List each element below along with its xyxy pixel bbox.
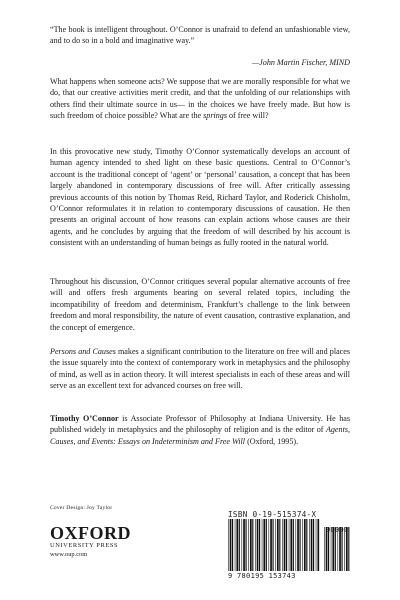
author-bio-text: is Associate Professor of Philosophy at Indiana University. He has published widely in metaphysics and the philosophy of religion and is the editor of xyxy=(50,414,350,435)
quote-attribution: —John Martin Fischer, MIND xyxy=(251,58,350,67)
intro-paragraph xyxy=(50,76,350,122)
description-paragraph: In this provocative new study, Timothy O’Connor systematically develops an account of human agency intended to shed light on these basic questions. Central to O’Connor’s account is the traditional concept of ‘agent’ or ‘personal’ causation, a concept that has been largely abandoned in contemporary discussions of free will. After critically assessing previous accounts of this notion by Thomas Reid, Richard Taylor, and Roderick Chisholm, O’Connor reformulates it in relation to contemporary discussions of causation. He then presents an original account of how reasons can explain actions whose causes are their agents, and he concludes by arguing that the freedom of will described by his account is consistent with an understanding of human beings as fully rooted in the natural world. xyxy=(50,147,350,248)
contribution-paragraph xyxy=(50,346,350,392)
critique-paragraph: Throughout his discussion, O’Connor critiques several popular alternative accounts of free will and offers fresh arguments bearing on several related topics, including the incompatibility of freedom and determinism, Frankfurt’s challenge to the link between freedom and moral responsibility, the nature of event causation, contrastive explanation, and the concept of emergence. xyxy=(50,277,350,332)
ean-barcode-icon xyxy=(228,519,320,571)
edited-book-title: Agents, Causes, and Events: Essays on Indeterminism and Free Will xyxy=(50,425,350,446)
springs-emphasis: springs xyxy=(203,111,227,121)
author-name: Timothy O’Connor xyxy=(50,414,119,423)
intro-text-end: of free will? xyxy=(226,111,269,121)
ean-number: 9 780195 153743 xyxy=(228,572,296,580)
intro-text: What happens when someone acts? We suppose that we are morally responsible for what we do, that our creative activities merit credit, and that the unfolding of our relationships with others find their ultimate source in us— in the choices we have freely made. But how is such freedom of choice possible? What are the xyxy=(50,77,350,121)
oxford-wordmark: OXFORD xyxy=(50,523,131,543)
publisher-url: www.oup.com xyxy=(50,551,88,558)
price-addon-number: 90000 xyxy=(326,526,349,534)
university-press-label: UNIVERSITY PRESS xyxy=(50,542,119,549)
author-bio-end: (Oxford, 1995). xyxy=(245,436,299,446)
cover-design-credit: Cover Design: Joy Taylor xyxy=(50,505,113,511)
review-quote: “The book is intelligent throughout. O’Connor is unafraid to defend an unfashionable view, and to do so in a bold and imaginative way.” xyxy=(50,25,350,46)
contribution-text: makes a significant contribution to the literature on free will and places the issue squarely into the context of contemporary work in metaphysics and the philosophy of mind, as well as in action theory. It will interest specialists in each of these areas and will serve as an excellent text for advanced courses on free will. xyxy=(50,347,351,391)
isbn-number: ISBN 0-19-515374-X xyxy=(228,510,317,519)
author-bio xyxy=(50,413,350,447)
book-title: Persons and Causes xyxy=(50,347,116,356)
publisher-logo xyxy=(50,525,160,560)
isbn-barcode xyxy=(228,510,352,580)
